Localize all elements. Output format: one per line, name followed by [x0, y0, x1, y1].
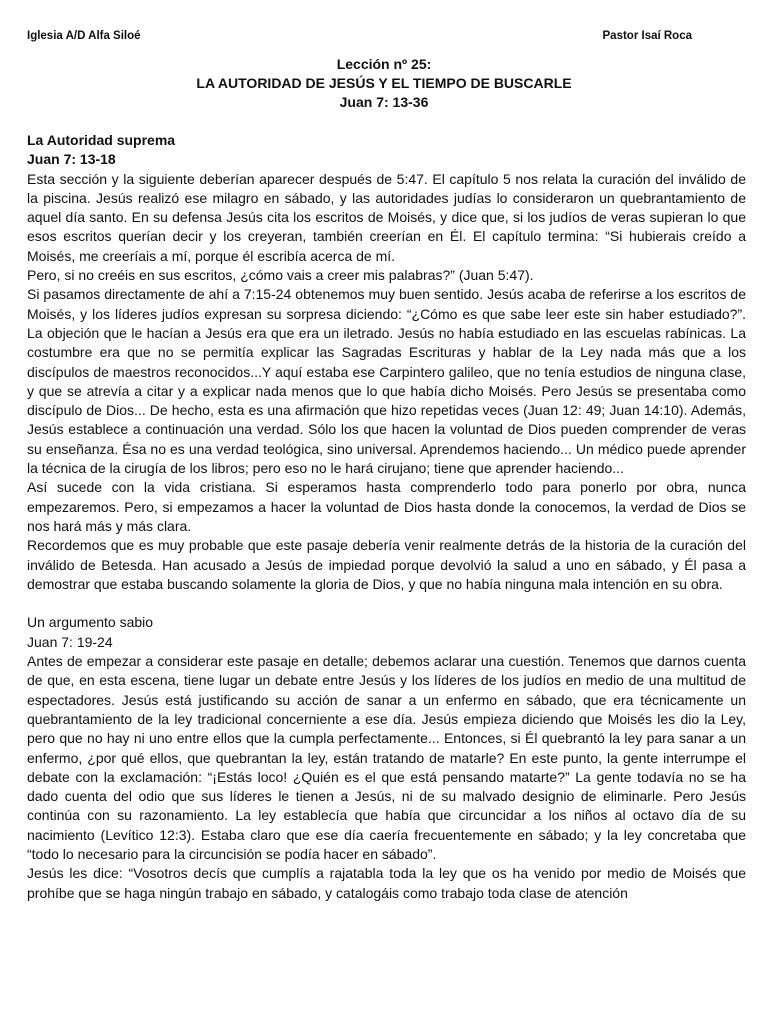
section-heading: La Autoridad suprema: [27, 132, 176, 148]
paragraph: Jesús les dice: “Vosotros decís que cumplís a rajatabla toda la ley que os ha venido por medio de Moisés que prohíbe que se haga ningún trabajo en sábado, y catalogáis como trabajo toda clase de atención: [27, 865, 746, 901]
paragraph: Recordemos que es muy probable que este pasaje debería venir realmente detrás de la historia de la curación del inválido de Betesda. Han acusado a Jesús de impiedad porque devolvió la salud a uno en sábado, y Él pasa a demostrar que estaba buscando solamente la gloria de Dios, y que no había ninguna mala intención en su obra.: [27, 537, 746, 592]
section-heading: Un argumento sabio: [27, 614, 154, 631]
section-reference: Juan 7: 13-18: [27, 151, 116, 168]
paragraph: Esta sección y la siguiente deberían aparecer después de 5:47. El capítulo 5 nos relata la curación del inválido de la piscina. Jesús realizó ese milagro en sábado, y las autoridades judías lo consideraron un quebrantamiento de aquel día santo. En su defensa Jesús cita los escritos de Moisés, y dice que, si los judíos de veras supieran lo que esos escritos querían decir y los creyeran, también creerían en Él. El capítulo termina: “Si hubierais creído a Moisés, me creeríais a mí, porque él escribía acerca de mí.: [27, 170, 746, 264]
section-reference: Juan 7: 19-24: [27, 633, 113, 650]
paragraph: Así sucede con la vida cristiana. Si esperamos hasta comprenderlo todo para ponerlo por obra, nunca empezaremos. Pero, si empezamos a hacer la voluntad de Dios hasta donde la conocemos, la verdad de Dios se nos hará más y más clara.: [27, 479, 746, 534]
lesson-reference: Juan 7: 13-36: [339, 94, 429, 110]
paragraph: Si pasamos directamente de ahí a 7:15-24 obtenemos muy buen sentido. Jesús acaba de referirse a los escritos de Moisés, y los líderes judíos expresan su sorpresa diciendo: “¿Cómo es que sabe leer este sin haber estudiado?”. La objeción que le hacían a Jesús era que era un iletrado. Jesús no había estudiado en las escuelas rabínicas. La costumbre era que no se permitía explicar las Sagradas Escrituras y hablar de la Ley nada más que a los discípulos de maestros reconocidos...Y aquí estaba ese Carpintero galileo, que no tenía estudios de ninguna clase, y que se atrevía a citar y a explicar nada menos que lo que había dicho Moisés. Pero Jesús se presentaba como discípulo de Dios... De hecho, esta es una afirmación que hizo repetidas veces (Juan 12: 49; Juan 14:10). Además, Jesús establece a continuación una verdad. Sólo los que hacen la voluntad de Dios pueden comprender de veras su enseñanza. Ésa no es una verdad teológica, sino universal. Aprendemos haciendo... Un médico puede aprender la técnica de la cirugía de los libros; pero eso no le hará cirujano; tiene que aprender haciendo...: [27, 286, 746, 477]
paragraph: Pero, si no creéis en sus escritos, ¿cómo vais a creer mis palabras?” (Juan 5:47).: [27, 267, 534, 284]
lesson-number: Lección nº 25:: [336, 56, 432, 72]
church-name: Iglesia A/D Alfa Siloé: [27, 30, 141, 42]
lesson-title: LA AUTORIDAD DE JESÚS Y EL TIEMPO DE BUSCARLE: [196, 75, 572, 91]
section-spacer: [27, 594, 746, 613]
paragraph: Antes de empezar a considerar este pasaje en detalle; debemos aclarar una cuestión. Tenemos que darnos cuenta de que, en esta escena, tiene lugar un debate entre Jesús y los líderes de los judíos en medio de una multitud de espectadores. Jesús está justificando su acción de sanar a un enfermo en sábado, que era técnicamente un quebrantamiento de la ley tradicional concerniente a ese día. Jesús empieza diciendo que Moisés les dio la Ley, pero que no hay ni uno entre ellos que la cumpla perfectamente... Entonces, si Él quebrantó la ley para sanar a un enfermo, ¿por qué ellos, que quebrantan la ley, están tratando de matarle? En este punto, la gente interrumpe el debate con la exclamación: “¡Estás loco! ¿Quién es el que está pensando matarte?” La gente todavía no se ha dado cuenta del odio que sus líderes le tienen a Jesús, ni de su malvado designio de eliminarle. Pero Jesús continúa con su razonamiento. La ley establecía que había que circuncidar a los niños al octavo día de su nacimiento (Levítico 12:3). Estaba claro que ese día caería frecuentemente en sábado; y la ley concretaba que “todo lo necesario para la circuncisión se podía hacer en sábado”.: [27, 653, 746, 862]
pastor-name: Pastor Isaí Roca: [602, 30, 692, 42]
document-body: [27, 131, 746, 903]
lesson-title-block: [0, 55, 768, 112]
